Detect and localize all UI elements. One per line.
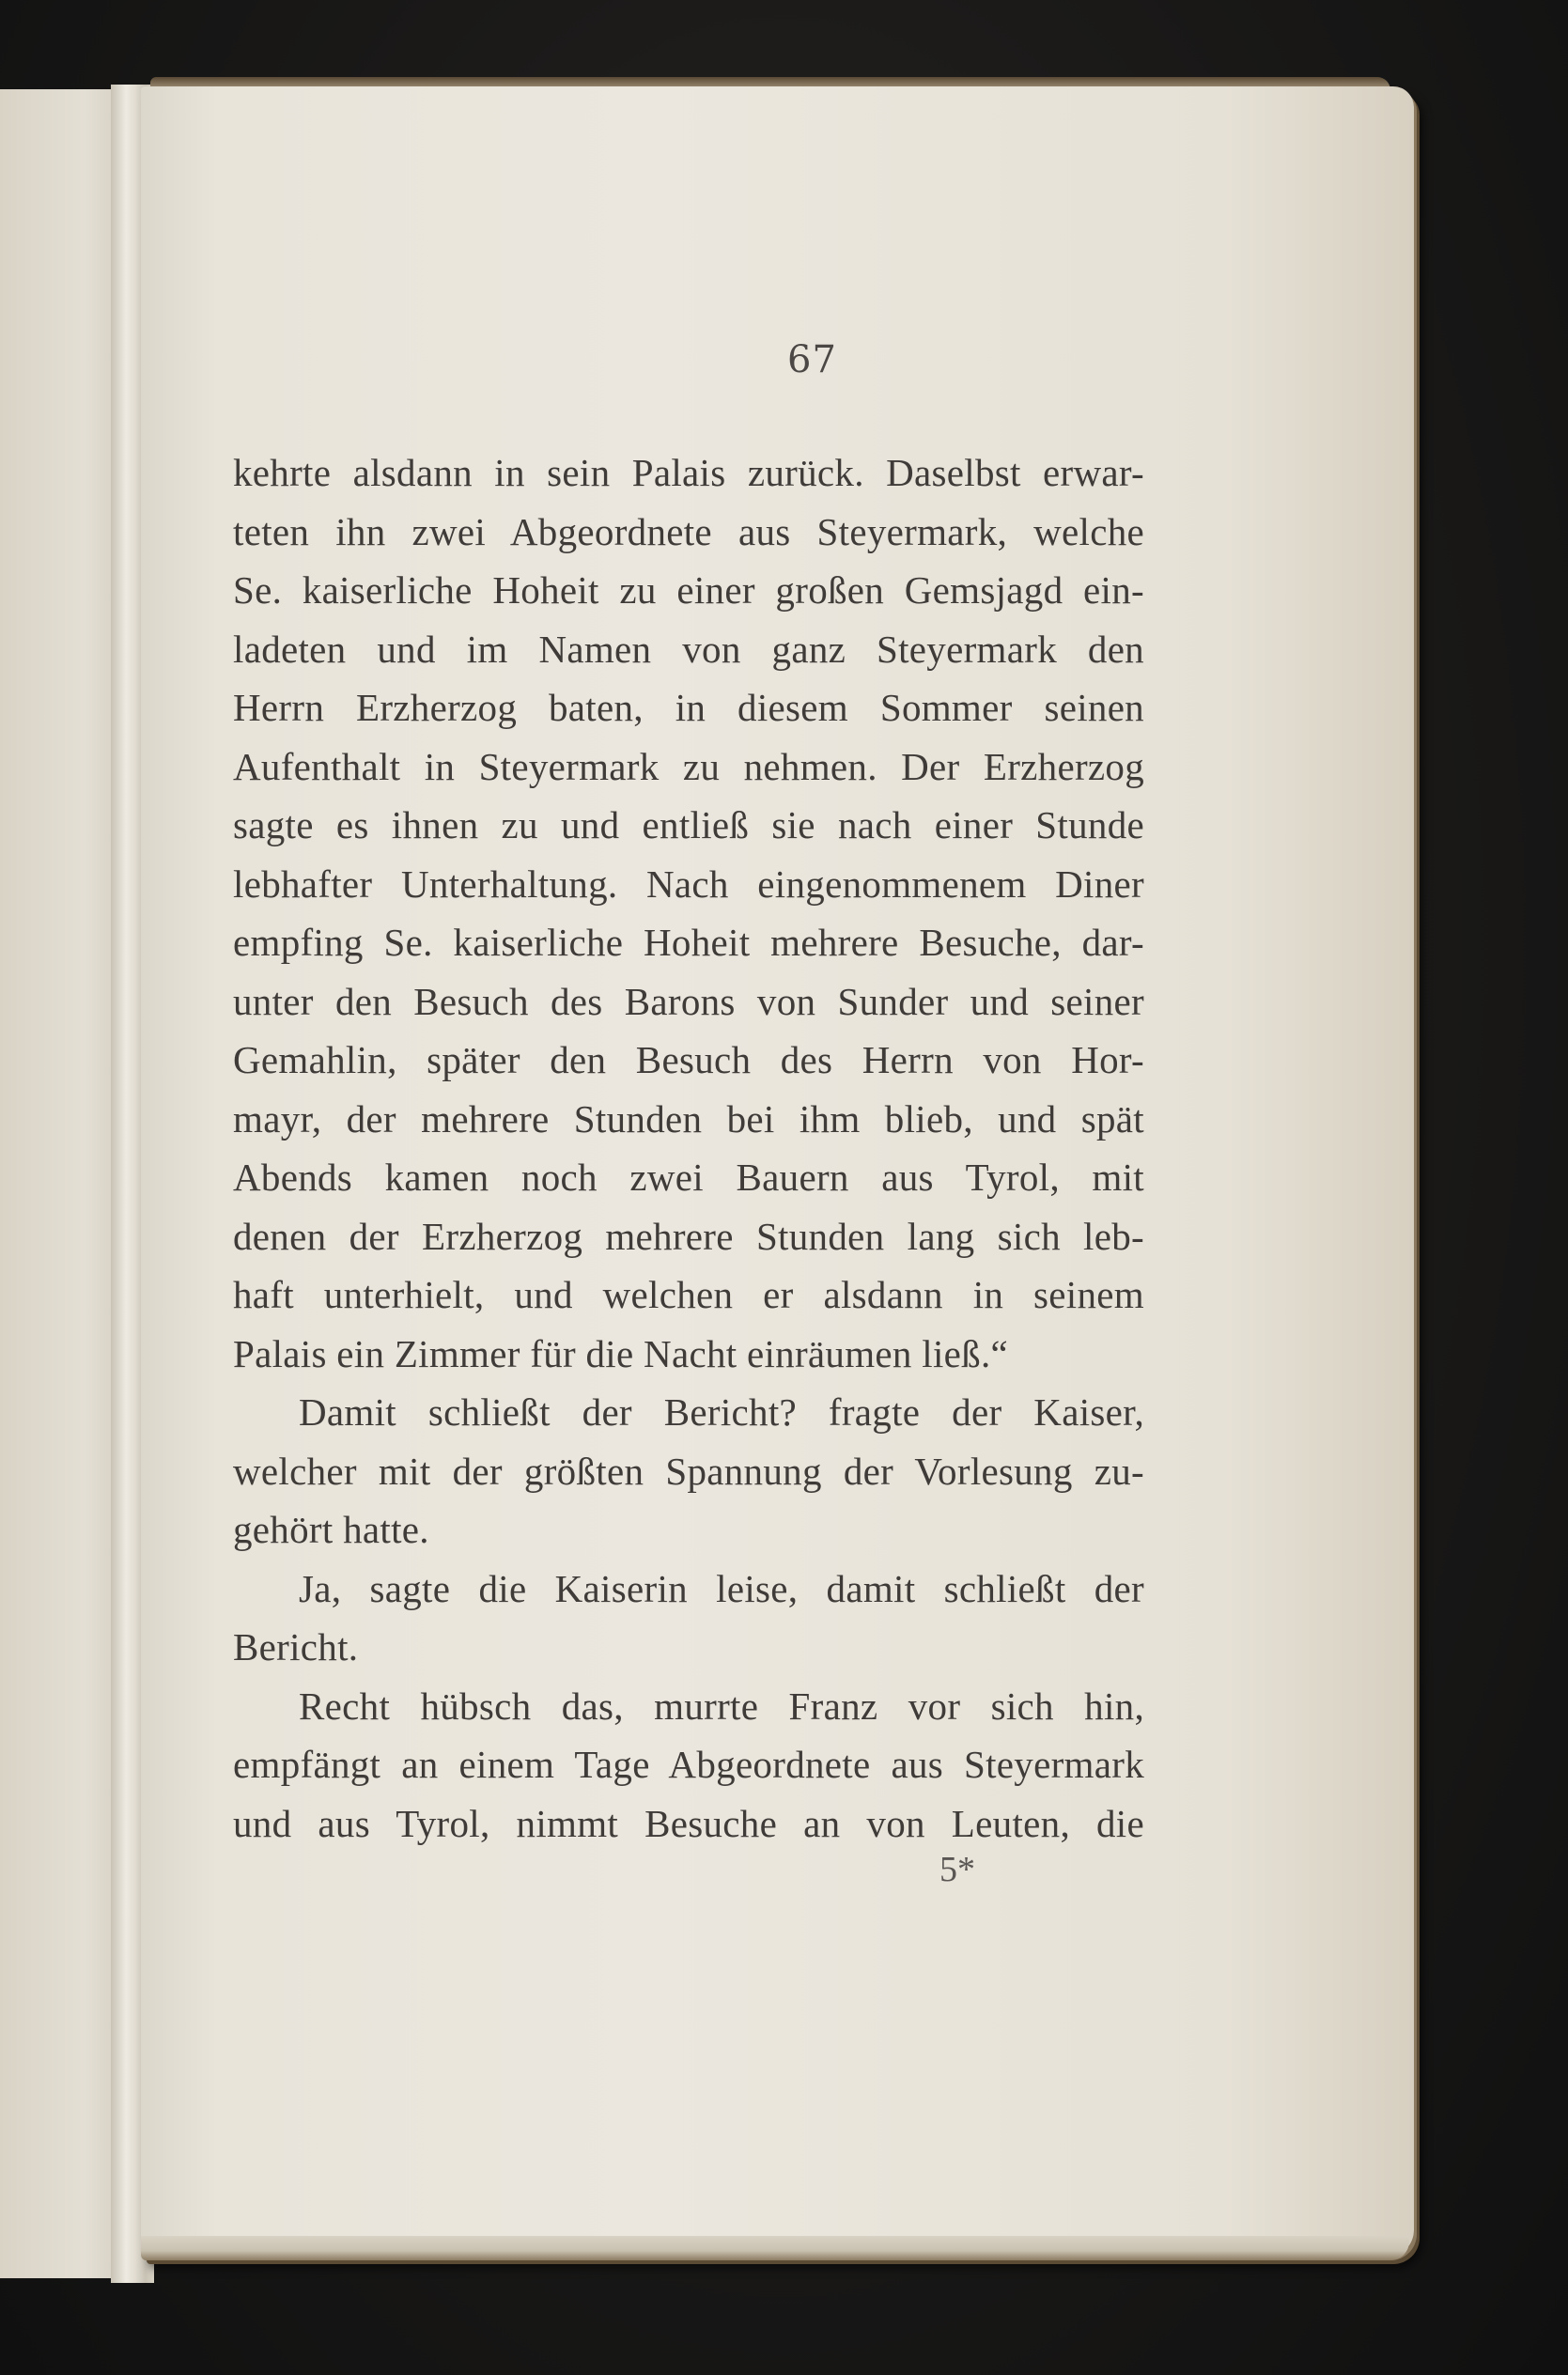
- text-line: unter den Besuch des Barons von Sunder und seiner: [233, 979, 1144, 1023]
- text-line: Gemahlin, später den Besuch des Herrn von Hor-: [233, 1038, 1144, 1081]
- page-number: 67: [787, 338, 837, 381]
- text-line: Aufenthalt in Steyermark zu nehmen. Der Erzherzog: [233, 744, 1144, 788]
- text-line: gehört hatte.: [233, 1508, 429, 1551]
- text-line: empfing Se. kaiserliche Hoheit mehrere Besuche, dar-: [233, 921, 1144, 964]
- text-line: Abends kamen noch zwei Bauern aus Tyrol, mit: [233, 1156, 1144, 1199]
- text-line: Bericht.: [233, 1625, 359, 1669]
- text-line: Herrn Erzherzog baten, in diesem Sommer seinen: [233, 686, 1144, 729]
- text-line: Se. kaiserliche Hoheit zu einer großen Gemsjagd ein-: [233, 568, 1144, 612]
- text-line: ladeten und im Namen von ganz Steyermark den: [233, 627, 1144, 671]
- text-line: Ja, sagte die Kaiserin leise, damit schließt der: [299, 1566, 1144, 1610]
- text-line: kehrte alsdann in sein Palais zurück. Daselbst erwar-: [233, 451, 1144, 494]
- text-line: teten ihn zwei Abgeordnete aus Steyermark, welche: [233, 509, 1144, 553]
- text-line: Recht hübsch das, murrte Franz vor sich hin,: [299, 1684, 1144, 1728]
- text-line: mayr, der mehrere Stunden bei ihm blieb, und spät: [233, 1096, 1144, 1141]
- signature-mark: 5*: [939, 1850, 975, 1889]
- text-line: und aus Tyrol, nimmt Besuche an von Leuten, die: [233, 1801, 1144, 1845]
- body-text: [233, 443, 1144, 1853]
- text-line: lebhafter Unterhaltung. Nach eingenommenem Diner: [233, 862, 1144, 906]
- text-line: sagte es ihnen zu und entließ sie nach einer Stunde: [233, 803, 1144, 846]
- text-line: haft unterhielt, und welchen er alsdann in seinem: [233, 1273, 1144, 1316]
- text-line: Damit schließt der Bericht? fragte der Kaiser,: [299, 1390, 1144, 1434]
- page-bottom-edge: [141, 2236, 1409, 2260]
- text-line: denen der Erzherzog mehrere Stunden lang sich leb-: [233, 1214, 1144, 1258]
- text-line: empfängt an einem Tage Abgeordnete aus Steyermark: [233, 1743, 1144, 1786]
- text-line: welcher mit der größten Spannung der Vorlesung zu-: [233, 1449, 1144, 1493]
- text-line: Palais ein Zimmer für die Nacht einräumen ließ.“: [233, 1331, 1008, 1375]
